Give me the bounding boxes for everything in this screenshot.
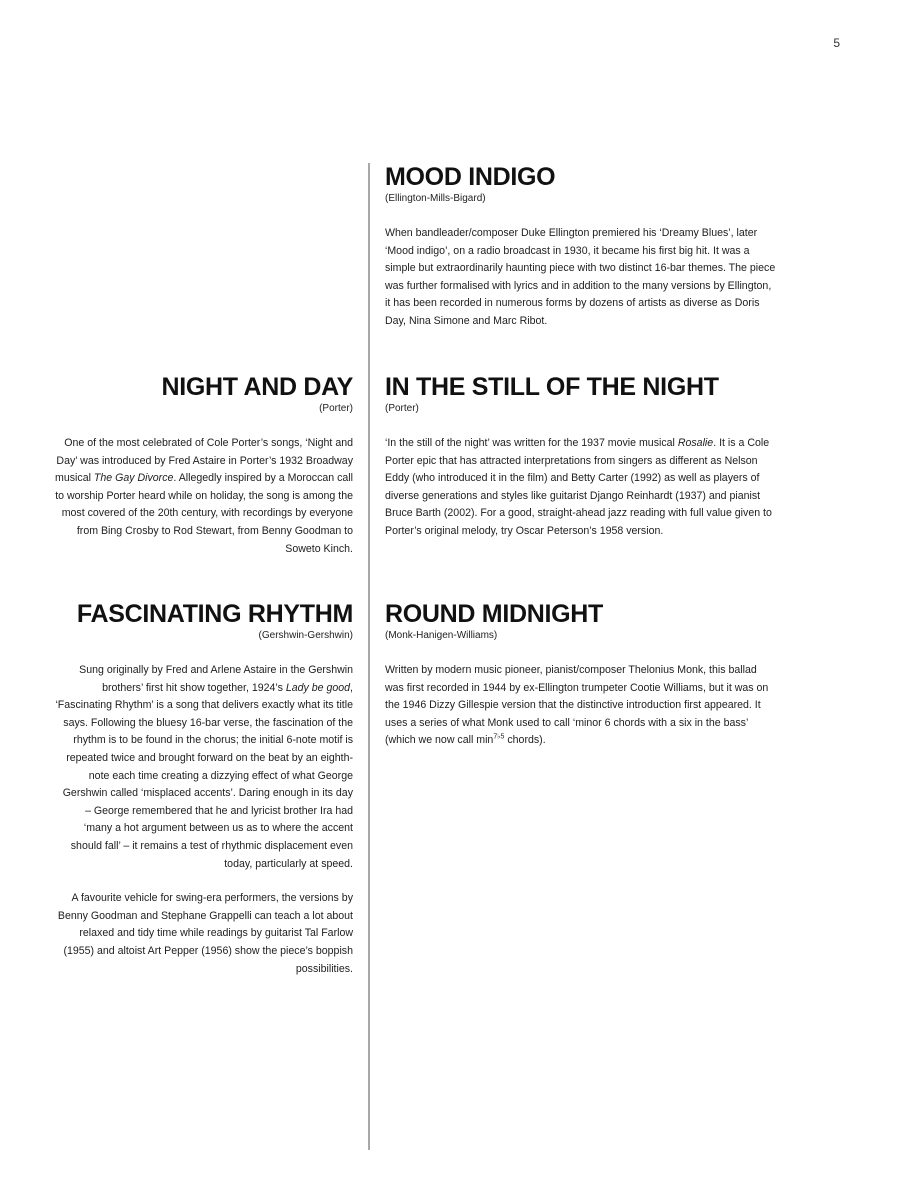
song-credit: (Ellington-Mills-Bigard) [385,193,486,204]
song-round-midnight [385,600,777,750]
paragraph: Sung originally by Fred and Arlene Astaire in the Gershwin brothers’ first hit show together, 1924’s Lady be good, ‘Fascinating Rhythm’ is a song that delivers exactly what its title says. Following the bluesy 16-bar verse, the fascination of the rhythm is to be found in the chorus; the initial 6-note motif is repeated twice and brought forward on the beat by an eighth-note each time creating a dizzying effect of what George Gershwin called ‘misplaced accents’. Daring enough in its day – George remembered that he and lyricist brother Ira had ‘many a hot argument between us as to where the accent should fall’ – it remains a test of rhythmic displacement even today, particularly at speed. [55,664,353,870]
song-description [385,435,777,541]
page-number: 5 [833,36,840,50]
chord-superscript: 7♭5 [493,733,505,741]
song-credit: (Monk-Hanigen-Williams) [385,630,498,641]
song-title: MOOD INDIGO [385,163,556,191]
song-credit: (Porter) [319,403,353,414]
song-description [55,435,353,558]
song-title: FASCINATING RHYTHM [76,600,353,628]
paragraph: A favourite vehicle for swing-era performers, the versions by Benny Goodman and Stephane Grappelli can teach a lot about relaxed and tidy time while readings by guitarist Tal Farlow (1955) and altoist Art Pepper (1956) show the piece’s boppish possibilities. [57,892,353,975]
song-title: ROUND MIDNIGHT [385,600,604,628]
paragraph: When bandleader/composer Duke Ellington premiered his ‘Dreamy Blues’, later ‘Mood indigo’, on a radio broadcast in 1930, it became his first big hit. It was a simple but extraordinarily haunting piece with two distinct 16-bar themes. The piece was further formalised with lyrics and in addition to the many versions by Ellington, it has been recorded in numerous forms by dozens of artists as diverse as Doris Day, Nina Simone and Marc Ribot. [385,227,776,327]
paragraph: ‘In the still of the night’ was written for the 1937 movie musical Rosalie. It is a Cole Porter epic that has attracted interpretations from singers as different as Nelson Eddy (who introduced it in the film) and Betty Carter (1992) as well as players of diverse generations and styles like guitarist Django Reinhardt (1937) and pianist Bruce Barth (2002). For a good, straight-ahead jazz reading with full value given to Porter’s original melody, try Oscar Peterson’s 1958 version. [385,437,772,537]
song-description [385,662,777,750]
song-credit: (Gershwin-Gershwin) [258,630,353,641]
song-in-the-still-of-the-night [385,373,777,541]
paragraph: One of the most celebrated of Cole Porter’s songs, ‘Night and Day’ was introduced by Fred Astaire in Porter’s 1932 Broadway musical The Gay Divorce. Allegedly inspired by a Moroccan call to worship Porter heard while on holiday, the song is among the most covered of the 20th century, with recordings by everyone from Bing Crosby to Rod Stewart, from Benny Goodman to Soweto Kinch. [55,437,353,555]
paragraph: Written by modern music pioneer, pianist/composer Thelonius Monk, this ballad was first recorded in 1944 by ex-Ellington trumpeter Cootie Williams, but it was on the 1946 Dizzy Gillespie version that the distinctive introduction first appeared. It uses a series of what Monk used to call ‘minor 6 chords with a six in the bass’ (which we now call $\min^{7♭5}$ chords). [385,664,769,747]
song-mood-indigo [385,163,777,331]
song-title: NIGHT AND DAY [161,373,353,401]
song-description [385,225,777,331]
song-night-and-day [55,373,353,558]
song-credit: (Porter) [385,403,419,414]
film-title: Rosalie [677,437,714,449]
show-title: The Gay Divorce [93,472,174,485]
show-title: Lady be good [285,681,351,694]
column-divider [368,163,370,1150]
song-title: IN THE STILL OF THE NIGHT [385,373,719,401]
song-fascinating-rhythm [55,600,353,978]
song-description [55,662,353,978]
